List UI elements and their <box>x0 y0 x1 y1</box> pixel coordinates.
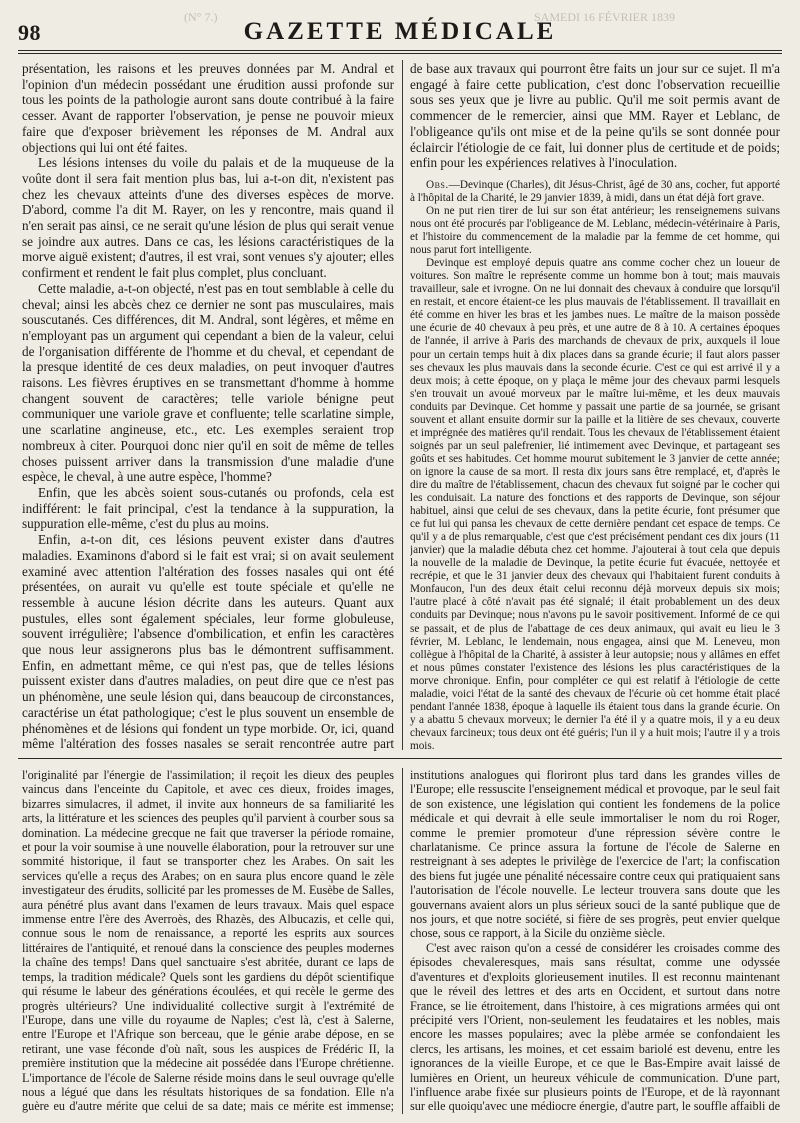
journal-title: GAZETTE MÉDICALE <box>243 18 557 45</box>
page-header <box>14 10 786 48</box>
upper-left-column <box>22 61 394 751</box>
intro-paragraph: de base aux travaux qui pourront être faits un jour sur ce sujet. Il m'a engagé à faire cette publication, c'est donc l'observation recueillie sous ses yeux que je livre au public. Qu'il me soit permis avant de commencer de le remercier, ainsi que MM. Rayer et Leblanc, de l'obligeance qu'ils ont mise et de la peine qu'ils se sont donnée pour éclaircir l'étiologie de ce fait, lui donner plus de certitude et de poids; enfin pour les expériences relatives à l'inoculation. <box>410 61 780 171</box>
paragraph: Les lésions intenses du voile du palais et de la muqueuse de la voûte dont il sera fait mention plus bas, lui a-t-on dit, n'existent pas chez les chevaux atteints d'une des diverses espèces de morve. D'abord, comme l'a dit M. Rayer, on les y rencontre, mais quand il n'en serait pas ainsi, ce ne serait qu'une lésion de plus qui serait venue se joindre aux autres. Dans ce cas, les lésions caractéristiques de la morve aiguë existent; d'autres, il est vrai, sont venues s'y ajouter; elles confirment et rendent le fait plus complet, plus concluant. <box>22 155 394 281</box>
page-number: 98 <box>18 20 41 45</box>
bleed-through-left: (N° 7.) <box>184 10 218 24</box>
paragraph: On ne put rien tirer de lui sur son état antérieur; les renseignemens suivans nous ont été procurés par l'obligeance de M. Leblanc, médecin-vétérinaire à Paris, et l'histoire du commencement de la maladie par la femme de cet homme, qui nous parut fort intelligente. <box>410 205 780 257</box>
paragraph: C'est avec raison qu'on a cessé de considérer les croisades comme des épisodes chevaleresques, mais sans résultat, comme une odyssée d'aventures et d'exploits glorieusement inutiles. Il est reconnu maintenant que le réveil des lettres et des arts en Occident, et surtout dans notre France, se lie étroitement, dans l'histoire, à ces migrations armées qui ont précipité vers l'Orient, non-seulement les feudataires et les nobles, mais encore les masses populaires; avec la plèbe armée se confondaient les clercs, les artisans, les moines, et cet essaim bariolé est devenu, entre les ignorances de la vieille Europe, et ce que le Bas-Empire avait laissé de lumières en Orient, un heureux véhicule de communication. D'une part, l'influence arabe fixée sur plusieurs points de l'Europe, et de là rayonnant sur elle quoiqu'avec une médiocre énergie, d'autre part, le souffle affaibli de <box>410 940 780 1114</box>
paragraph: Cette maladie, a-t-on objecté, n'est pas en tout semblable à celle du cheval; ainsi les abcès chez ce dernier ne sont pas musculaires, mais souscutanés. Ces différences, dit M. Andral, sont légères, et même en n'employant pas un argument qui cependant a bien de la valeur, celui de l'organisation différente de l'homme et du cheval, et cependant de la presque identité de ces deux maladies, on peut invoquer d'autres raisons. Les fièvres éruptives en se transmettant d'homme à homme changent souvent de caractères; telle variole bénigne peut communiquer une variole grave et confluente; telle scarlatine simple, une scarlatine angineuse, etc., etc. Les exemples seraient trop nombreux à citer. Pourquoi donc nier qu'il en soit de même de telles choses puissent arriver dans la transmission d'une maladie d'une espèce, le cheval, à une autre espèce, l'homme? <box>22 280 394 485</box>
upper-right-column <box>410 61 780 751</box>
observation-text: —Devinque (Charles), dit Jésus-Christ, âgé de 30 ans, cocher, fut apporté à l'hôpital de la Charité, le 29 janvier 1839, à midi, dans un état déjà fort grave. <box>410 178 780 204</box>
feuilleton-divider <box>18 758 782 759</box>
header-rule-thick <box>18 50 782 51</box>
paragraph: présentation, les raisons et les preuves données par M. Andral et l'opinion d'un médecin possédant une érudition aussi profonde sur tous les points de la pathologie auront sans doute contribué à la faire cesser. Avant de rapporter l'observation, je pense ne pouvoir mieux faire que d'exposer brièvement les réponses de M. Andral aux objections qui lui ont été faites. <box>22 61 394 155</box>
paragraph: Devinque est employé depuis quatre ans comme cocher chez un loueur de voitures. Son maître le représente comme un homme bon à tout; mais mauvais travailleur, sale et ivrogne. On ne lui donnait des chevaux à conduire que lorsqu'il en restait, et encore étaient-ce les plus mauvais de l'établissement. Il travaillait en été comme en hiver les bras et les jambes nues. Le maître de la maison possède une écurie de 40 chevaux à peu près, et une autre de 8 à 10. A certaines époques de l'année, il arrive à Paris des marchands de chevaux de prix, auxquels il loue pour un certain temps huit à dix places dans sa grande écurie; il faut alors passer ses chevaux les plus mauvais dans la seconde écurie. C'est ce qui est arrivé il y a deux mois; à cette époque, on y plaça le même jour des chevaux parmi lesquels s'en trouvait un avoué morveux par le maître lui-même, et les deux mauvais conduits par Devinque. Cet homme y passait une partie de sa journée, se grisant souvent et allant ensuite dormir sur la paille et la litière de ses chevaux, couverte et imprégnée des matières qu'il rendait. Tous les chevaux de l'établissement étaient soignés par un seul palefrenier, lié intimement avec Devinque, et partageant ses goûts et ses habitudes. Cet homme mourut subitement le 3 janvier de cette année; on ignore la cause de sa mort. Il resta dix jours sans être remplacé, et, d'après le dire du maître de l'établissement, chacun des chevaux fut soigné par le cocher qui les conduisait. La nature des fonctions et des rapports de Devinque, son séjour habituel, ainsi que celui de ses chevaux, dans la petite écurie, font présumer que ce fut lui qui pansa les chevaux de cette dernière pendant cet espace de temps. Ce qu'il y a de plus remarquable, c'est que c'est précisément pendant ces dix jours (11 janvier) que la maladie débuta chez cet homme. J'ajouterai à tout cela que depuis la nouvelle de la maladie de Devinque, la petite écurie fut évacuée, nettoyée et recrépie, et que le 31 janvier deux des chevaux qui l'habitaient furent conduits à Monfaucon, l'un des deux était celui reconnu déjà morveux depuis six mois; l'autre placé à côté n'avait pas été signalé; il était probablement un des deux conduits par Devinque; nous n'avons pu le savoir positivement. Informé de ce qui se passait, et de plus de l'abattage de ces deux animaux, qui avait eu lieu le 3 février, M. Leblanc, le lendemain, nous engagea, ainsi que M. Leneveu, mon collègue à l'hôpital de la Charité, à assister à leur autopsie; nous y allâmes en effet et nous pûmes constater l'existence des lésions les plus caractéristiques de la morve chronique. Enfin, pour compléter ce qui est relatif à l'étiologie de cette maladie, voici l'état de la santé des chevaux de l'écurie où cet homme était placé pendant l'année 1838, époque à laquelle ils étaient tous dans la grande écurie. On y a abattu 5 chevaux morveux; le dernier l'a été il y a quatre mois, il y a eu deux chevaux farcineux; tous deux ont été guéris; l'un il y a huit mois; l'autre il y a trois mois. <box>410 257 780 751</box>
paragraph: l'originalité par l'énergie de l'assimilation; il reçoit les dieux des peuples vaincus dans l'enceinte du Capitole, et avec ces dieux, froides images, bizarres simulacres, il admet, il invite aux honneurs de sa familiarité les arts, la littérature et les sciences des peuples qu'il parvient à courber sous sa domination. La médecine grecque ne fait que traverser la période romaine, et pour la voir soumise à une nouvelle élaboration, pour la retrouver sur une sommité historique, il faut se transporter chez les Arabes. On sait les services qu'elle a reçus des Arabes; on en saura plus encore quand le zèle investigateur des érudits, sollicité par les promesses de M. Eusèbe de Salles, aura pénétré plus avant dans l'examen de leurs travaux. Mais quel espace immense entre l'ère des Averroès, des Rhazès, des Albucazis, et celle qui, connue sous le nom de renaissance, a reporté les esprits aux sources littéraires de l'antiquité, et renoué dans la conscience des peuples modernes la chaîne des temps! Dans quel sanctuaire s'est abritée, durant ce laps de temps, la tradition médicale? Quels sont les gardiens du dépôt scientifique qui résume le labeur des générations écoulées, et qui recèle le germe des progrès ultérieurs? Une individualité collective surgit à l'extrémité de l'Europe, dans une ville du royaume de Naples; c'est là, c'est à Salerne, entre l'Europe et l'Afrique son berceau, que le génie arabe dépose, en se retirant, une vase féconde d'où naît, sous les auspices de Frédéric II, la première institution que la médecine ait possédée dans l'Europe chrétienne. L'importance de l'école de Salerne réside moins dans le seul ouvrage qu'elle nous a légué que dans les résultats historiques de sa fondation. Elle n'a guère eu d'autre mérite que celui de sa date; mais ce mérite est immense; <box>22 768 394 1114</box>
header-rule-thin <box>18 53 782 54</box>
upper-column-divider <box>402 60 403 750</box>
lower-left-column <box>22 768 394 1114</box>
paragraph: institutions analogues qui floriront plus tard dans les grandes villes de l'Europe; elle ressuscite l'enseignement médical et provoque, par le seul fait de son existence, une législation qui contient les fondemens de la police médicale et qui devrait à elle seule immortaliser le nom du roi Roger, comme le premier promoteur d'une répression sévère contre le charlatanisme. Ce prince assura la fortune de l'école de Salerne en restreignant à ses adeptes le privilège de l'exercice de l'art; la confiscation des biens fut jugée une pénalité nécessaire contre ceux qui pratiquaient sans l'autorisation de l'école nouvelle. Le lecteur trouvera sans doute que les gouvernans avaient alors un plus sérieux souci de la santé publique que de nos jours, et que notre société, si fière de ses progrès, peut envier quelque chose, sous ce rapport, à la Sicile du onzième siècle. <box>410 768 780 941</box>
lower-column-divider <box>402 768 403 1114</box>
paragraph: Enfin, a-t-on dit, ces lésions peuvent exister dans d'autres maladies. Examinons d'abord si le fait est vrai; si on avait seulement examiné avec attention l'altération des fosses nasales qui ont été présentées, on aurait vu qu'elle est toute spéciale et qu'elle ne ressemble à aucune lésion décrite dans les auteurs. Quant aux pustules, elles sont également spéciales, leur forme globuleuse, souvent irrégulière; l'absence d'ombilication, et enfin les caractères que nous leur assignerons plus bas le démontrent suffisamment. Enfin, en admettant même, ce qui n'est pas, que de telles lésions puissent exister dans d'autres maladies, on peut dire que ce n'est pas un phénomène, une seule lésion qui, dans beaucoup de circonstances, caractérise un état pathologique; c'est le plus souvent un ensemble de phénomènes et de lésions qui fondent un type morbide. Or, ici, quand même l'altération des fosses nasales se serait rencontrée autre part <box>22 532 394 751</box>
bleed-through-right: SAMEDI 16 FÉVRIER 1839 <box>534 10 676 24</box>
observation-label: Obs. <box>426 178 449 191</box>
lower-right-column <box>410 768 780 1114</box>
observation-heading-paragraph <box>410 179 780 205</box>
paragraph: Enfin, que les abcès soient sous-cutanés ou profonds, cela est indifférent: le fait principal, c'est la tendance à la suppuration, la suppuration elle-même, c'est du plus au moins. <box>22 484 394 532</box>
